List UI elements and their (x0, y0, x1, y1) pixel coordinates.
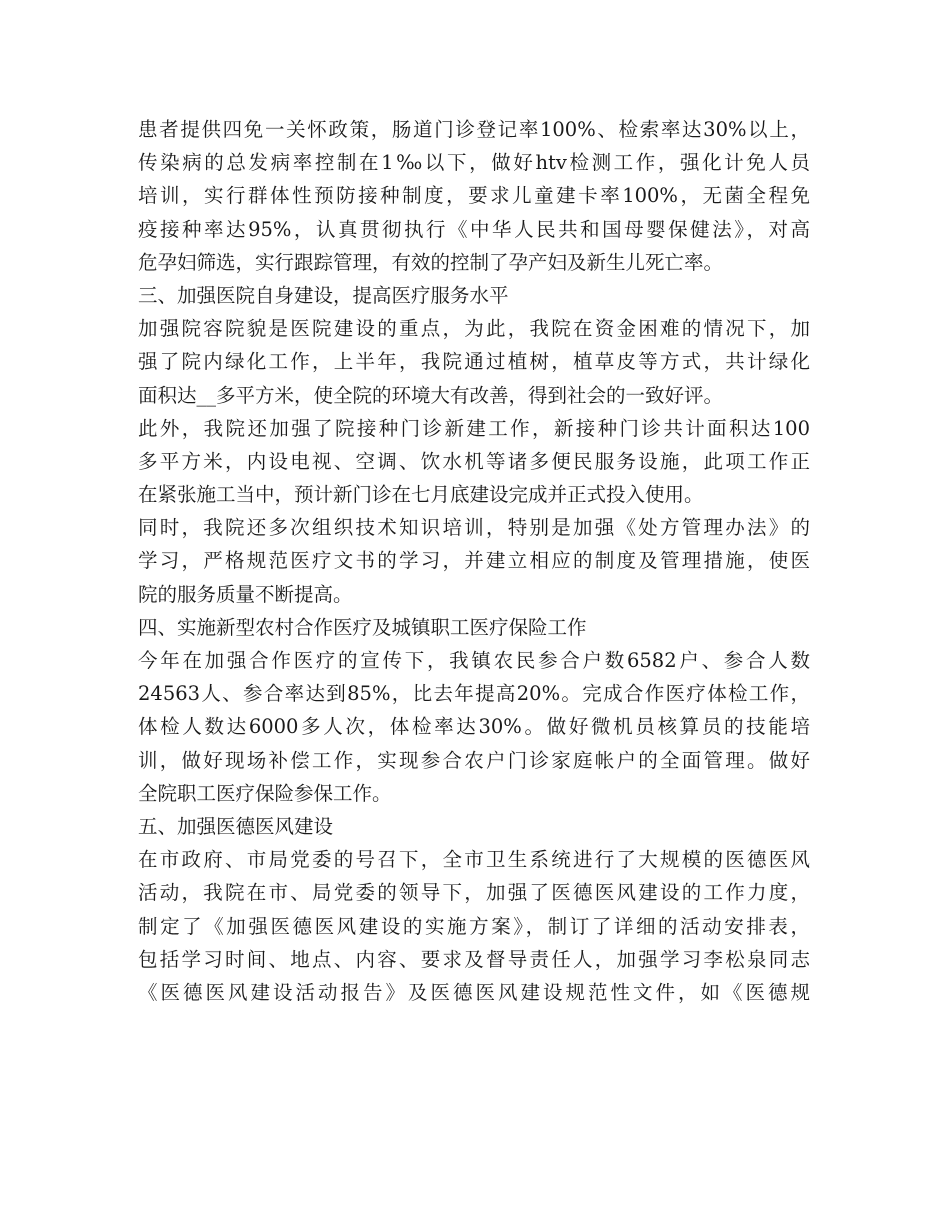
paragraph-line: 传染病的总发病率控制在1‰以下，做好htv检测工作，强化计免人员 (138, 151, 810, 175)
section-heading: 五、加强医德医风建设 (138, 814, 334, 838)
paragraph-line: 今年在加强合作医疗的宣传下，我镇农民参合户数6582户、参合人数 (138, 649, 810, 672)
paragraph-line: 培训，实行群体性预防接种制度，要求儿童建卡率100%，无菌全程免 (138, 184, 810, 208)
paragraph-line: 在市政府、市局党委的号召下，全市卫生系统进行了大规模的医德医风 (138, 848, 810, 872)
section-heading: 三、加强医院自身建设，提高医疗服务水平 (138, 283, 509, 307)
paragraph-line: 院的服务质量不断提高。 (138, 582, 353, 606)
paragraph-line: 训，做好现场补偿工作，实现参合农户门诊家庭帐户的全面管理。做好 (138, 748, 810, 772)
paragraph-line: 此外，我院还加强了院接种门诊新建工作，新接种门诊共计面积达100 (138, 416, 810, 440)
document-body (138, 113, 828, 1009)
paragraph-line: 患者提供四免一关怀政策，肠道门诊登记率100%、检索率达30%以上， (138, 118, 810, 141)
section-heading: 四、实施新型农村合作医疗及城镇职工医疗保险工作 (138, 615, 587, 639)
paragraph-line: 制定了《加强医德医风建设的实施方案》，制订了详细的活动安排表， (138, 914, 810, 938)
paragraph-line: 危孕妇筛选，实行跟踪管理，有效的控制了孕产妇及新生儿死亡率。 (138, 250, 724, 274)
paragraph-line: 24563人、参合率达到85%，比去年提高20%。完成合作医疗体检工作， (138, 682, 810, 706)
paragraph-line: 活动，我院在市、局党委的领导下，加强了医德医风建设的工作力度， (138, 881, 810, 905)
paragraph-line: 《医德医风建设活动报告》及医德医风建设规范性文件，如《医德规 (138, 980, 810, 1004)
paragraph-line: 包括学习时间、地点、内容、要求及督导责任人，加强学习李松泉同志 (138, 947, 810, 971)
paragraph-line: 体检人数达6000多人次，体检率达30%。做好微机员核算员的技能培 (138, 715, 810, 739)
paragraph-line: 多平方米，内设电视、空调、饮水机等诸多便民服务设施，此项工作正 (138, 449, 810, 473)
paragraph-line: 全院职工医疗保险参保工作。 (138, 781, 392, 805)
paragraph-line: 强了院内绿化工作，上半年，我院通过植树，植草皮等方式，共计绿化 (138, 350, 810, 374)
paragraph-line: 学习，严格规范医疗文书的学习，并建立相应的制度及管理措施，使医 (138, 549, 810, 573)
paragraph-line: 疫接种率达95%，认真贯彻执行《中华人民共和国母婴保健法》，对高 (138, 217, 810, 241)
paragraph-line: 面积达__多平方米，使全院的环境大有改善，得到社会的一致好评。 (138, 383, 724, 407)
paragraph-line: 同时，我院还多次组织技术知识培训，特别是加强《处方管理办法》的 (138, 516, 810, 540)
paragraph-line: 加强院容院貌是医院建设的重点，为此，我院在资金困难的情况下，加 (138, 317, 810, 341)
paragraph-line: 在紧张施工当中，预计新门诊在七月底建设完成并正式投入使用。 (138, 483, 704, 507)
